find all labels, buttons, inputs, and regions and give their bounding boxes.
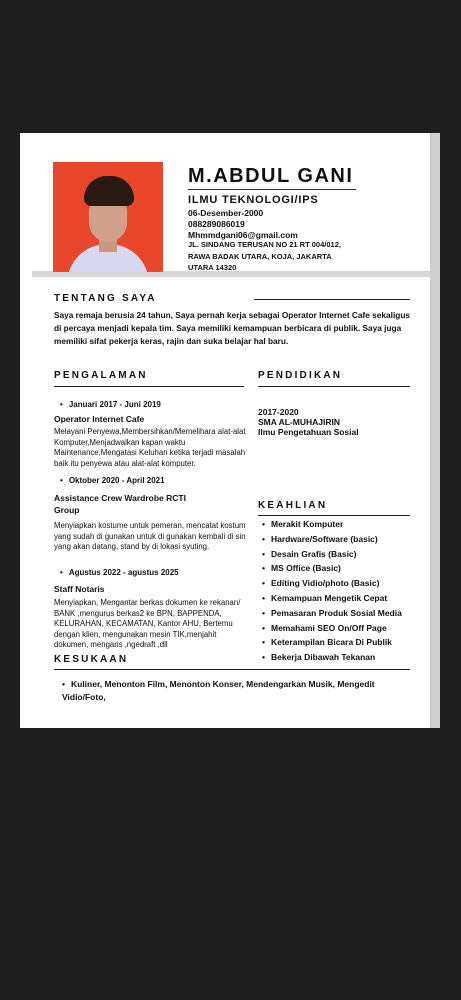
skills-rule	[258, 515, 410, 516]
email-address: Mhmmdgani06@gmail.com	[188, 230, 298, 240]
skill-item: • Desain Grafis (Basic)	[262, 549, 402, 564]
education-major: Ilmu Pengetahuan Sosial	[258, 427, 359, 437]
hobbies-heading: KESUKAAN	[54, 654, 129, 665]
phone-number: 088289086019	[188, 219, 245, 229]
resume-page	[20, 133, 440, 728]
hobbies-text: • Kuliner, Menonton Film, Menonton Konser, Mendengarkan Musik, Mengedit Vidio/Foto,	[62, 678, 402, 704]
skill-item: • Keterampilan Bicara Di Publik	[262, 637, 402, 652]
skill-item: • Editing Vidio/photo (Basic)	[262, 578, 402, 593]
skill-item: • Memahami SEO On/Off Page	[262, 623, 402, 638]
experience-date: • Januari 2017 - Juni 2019	[60, 400, 161, 409]
experience-title: Staff Notaris	[54, 584, 105, 594]
profile-photo	[53, 162, 163, 272]
date-of-birth: 06-Desember-2000	[188, 208, 264, 218]
experience-rule	[54, 386, 244, 387]
skill-item: • Bekerja Dibawah Tekanan	[262, 652, 402, 667]
page-edge-shadow	[430, 133, 440, 728]
hobbies-rule	[54, 669, 410, 670]
resume-name: M.ABDUL GANI	[188, 165, 354, 187]
home-address: JL. SINDANG TERUSAN NO 21 RT 004/012, RAWA BADAK UTARA, KOJA, JAKARTA UTARA 14320	[188, 240, 341, 272]
about-heading: TENTANG SAYA	[54, 293, 157, 304]
education-school: SMA AL-MUHAJIRIN	[258, 417, 341, 427]
skill-item: • Hardware/Software (basic)	[262, 534, 402, 549]
about-rule	[254, 299, 410, 300]
education-rule	[258, 386, 410, 387]
skill-item: • MS Office (Basic)	[262, 563, 402, 578]
name-underline	[188, 189, 356, 190]
about-text: Saya remaja berusia 24 tahun, Saya pernah kerja sebagai Operator Internet Cafe sekaligus di percaya menjadi kepala tim. Saya memiliki kemampuan berbicara di publik. Saya juga memiliki sifat pekerja keras, rajin dan suka belajar hal baru.	[54, 310, 411, 346]
education-years: 2017-2020	[258, 407, 299, 417]
experience-date: • Agustus 2022 - agustus 2025	[60, 568, 179, 577]
skill-item: • Pemasaran Produk Sosial Media	[262, 608, 402, 623]
experience-description: Menyiapkan, Mengantar berkas dokumen ke rekanan/ BANK ,mengurus berkas2 ke BPN, BAPPENDA, KELURAHAN, KECAMATAN, Kantor AHU, Bertemu dengan klien, mengunakan mesin TIK,menjahit dokumen, mengaris ,ngedraft ,dll	[54, 598, 241, 649]
skills-list	[262, 519, 402, 667]
education-heading: PENDIDIKAN	[258, 370, 343, 381]
experience-title: Operator Internet Cafe	[54, 414, 145, 424]
experience-title: Assistance Crew Wardrobe RCTI Group	[54, 493, 186, 515]
skill-item: • Merakit Komputer	[262, 519, 402, 534]
experience-date: • Oktober 2020 - April 2021	[60, 476, 165, 485]
skills-heading: KEAHLIAN	[258, 500, 328, 511]
experience-heading: PENGALAMAN	[54, 370, 148, 381]
photo-hair	[84, 176, 134, 206]
experience-description: Melayani Penyewa,Membersihkan/Memelihara alat-alat Komputer,Menjadwalkan kapan waktu Maintenance,Mengatasi Keluhan ketika terjadi masalah baik itu penyewa atau alat-alat komputer.	[54, 427, 246, 468]
experience-description: Menyiapkan kostume untuk pemeran, mencatat kostum yang sudah di gunakan untuk di gunakan kembali di sin yang akan datang, stand by di lokasi syuting.	[54, 521, 246, 551]
resume-role: ILMU TEKNOLOGI/IPS	[188, 194, 319, 206]
skill-item: • Kemampuan Mengetik Cepat	[262, 593, 402, 608]
